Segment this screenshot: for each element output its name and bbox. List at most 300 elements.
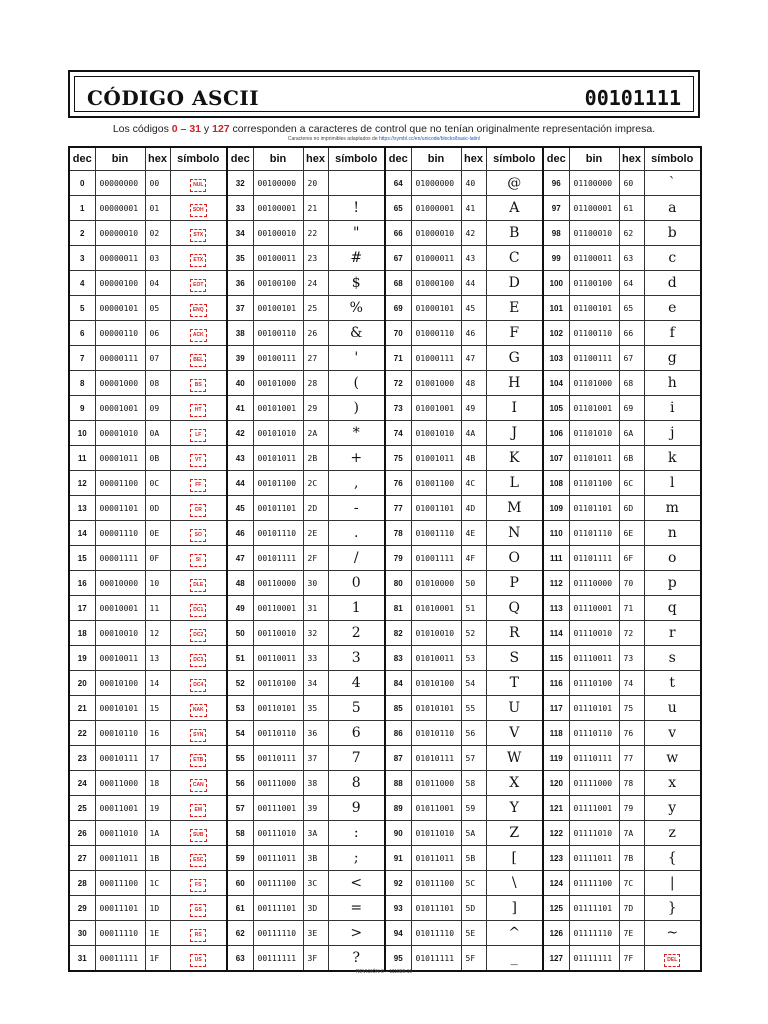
table-row (69, 421, 701, 446)
bin-cell: 01111111 (569, 946, 619, 972)
table-row (69, 821, 701, 846)
dec-cell: 67 (385, 246, 411, 271)
hex-cell: 26 (303, 321, 328, 346)
bin-cell: 00010111 (95, 746, 145, 771)
dec-cell: 2 (69, 221, 95, 246)
symbol-cell (486, 821, 543, 846)
symbol-cell (644, 671, 701, 696)
column-header-hex: hex (461, 147, 486, 171)
dec-cell: 15 (69, 546, 95, 571)
symbol-glyph: z (668, 825, 676, 841)
symbol-cell (328, 321, 385, 346)
symbol-cell (644, 346, 701, 371)
symbol-cell (170, 596, 227, 621)
dec-cell: 11 (69, 446, 95, 471)
hex-cell: 38 (303, 771, 328, 796)
symbol-cell (644, 796, 701, 821)
bin-cell: 00110010 (253, 621, 303, 646)
table-row (69, 246, 701, 271)
symbol-glyph: u (667, 700, 677, 716)
symbol-cell (328, 496, 385, 521)
bin-cell: 01001101 (411, 496, 461, 521)
symbol-glyph: y (668, 800, 677, 816)
bin-cell: 01100110 (569, 321, 619, 346)
symbol-cell (170, 321, 227, 346)
bin-cell: 00011111 (95, 946, 145, 972)
symbol-cell (644, 571, 701, 596)
symbol-glyph: t (669, 675, 676, 691)
symbol-cell (486, 421, 543, 446)
note-range-start: 0 (171, 123, 178, 135)
bin-cell: 00000110 (95, 321, 145, 346)
symbol-glyph: ~ (666, 925, 679, 941)
hex-cell: 72 (619, 621, 644, 646)
dec-cell: 30 (69, 921, 95, 946)
table-row (69, 321, 701, 346)
symbol-glyph: % (349, 300, 363, 316)
symbol-cell (170, 346, 227, 371)
hex-cell: 0A (145, 421, 170, 446)
symbol-glyph: a (668, 200, 677, 216)
symbol-cell (644, 621, 701, 646)
bin-cell: 00100010 (253, 221, 303, 246)
bin-cell: 00100101 (253, 296, 303, 321)
dec-cell: 106 (543, 421, 569, 446)
symbol-glyph: * (352, 425, 360, 441)
hex-cell: 6F (619, 546, 644, 571)
note-range-end: 31 (189, 123, 202, 135)
symbol-glyph: , (354, 475, 359, 491)
column-header-hex: hex (619, 147, 644, 171)
hex-cell: 6B (619, 446, 644, 471)
dec-cell: 22 (69, 721, 95, 746)
dec-cell: 114 (543, 621, 569, 646)
dec-cell: 88 (385, 771, 411, 796)
bin-cell: 01101100 (569, 471, 619, 496)
symbol-glyph: Z (509, 825, 520, 841)
symbol-cell (328, 196, 385, 221)
source-note-text: Caracteres no imprimibles adaptados de (287, 136, 379, 142)
control-char-badge: SYN (190, 729, 206, 742)
symbol-cell (486, 321, 543, 346)
bin-cell: 01101111 (569, 546, 619, 571)
dec-cell: 27 (69, 846, 95, 871)
symbol-glyph: 8 (351, 775, 361, 791)
hex-cell: 41 (461, 196, 486, 221)
bin-cell: 00001100 (95, 471, 145, 496)
hex-cell: 71 (619, 596, 644, 621)
control-char-badge: ESC (190, 854, 206, 867)
dec-cell: 102 (543, 321, 569, 346)
symbol-glyph: @ (507, 175, 522, 191)
symbol-glyph: X (509, 775, 520, 791)
bin-cell: 00001101 (95, 496, 145, 521)
hex-cell: 4E (461, 521, 486, 546)
ascii-table-header (69, 147, 701, 171)
dec-cell: 69 (385, 296, 411, 321)
symbol-cell (486, 496, 543, 521)
control-char-badge: ETB (190, 754, 206, 767)
hex-cell: 78 (619, 771, 644, 796)
hex-cell: 27 (303, 346, 328, 371)
dec-cell: 59 (227, 846, 253, 871)
hex-cell: 2A (303, 421, 328, 446)
hex-cell: 11 (145, 596, 170, 621)
bin-cell: 00000101 (95, 296, 145, 321)
hex-cell: 13 (145, 646, 170, 671)
dec-cell: 79 (385, 546, 411, 571)
bin-cell: 00011011 (95, 846, 145, 871)
hex-cell: 06 (145, 321, 170, 346)
dec-cell: 49 (227, 596, 253, 621)
hex-cell: 3E (303, 921, 328, 946)
hex-cell: 49 (461, 396, 486, 421)
symbol-glyph: 1 (351, 600, 361, 616)
hex-cell: 2E (303, 521, 328, 546)
dec-cell: 109 (543, 496, 569, 521)
bin-cell: 00011110 (95, 921, 145, 946)
hex-cell: 36 (303, 721, 328, 746)
symbol-cell (486, 946, 543, 972)
symbol-glyph: / (353, 550, 359, 566)
symbol-glyph: v (668, 725, 677, 741)
symbol-cell (644, 721, 701, 746)
hex-cell: 12 (145, 621, 170, 646)
symbol-glyph: r (668, 625, 676, 641)
hex-cell: 48 (461, 371, 486, 396)
bin-cell: 00010100 (95, 671, 145, 696)
bin-cell: 00110111 (253, 746, 303, 771)
source-link[interactable]: https://symbl.cc/en/unicode/blocks/basic-latin/ (379, 136, 481, 142)
page-title: CÓDIGO ASCII (87, 86, 260, 110)
symbol-cell (486, 371, 543, 396)
dec-cell: 23 (69, 746, 95, 771)
control-char-badge: DLE (190, 579, 206, 592)
bin-cell: 01001001 (411, 396, 461, 421)
hex-cell: 58 (461, 771, 486, 796)
symbol-cell (328, 796, 385, 821)
dec-cell: 96 (543, 171, 569, 196)
symbol-cell (486, 471, 543, 496)
hex-cell: 3B (303, 846, 328, 871)
dec-cell: 40 (227, 371, 253, 396)
symbol-cell (170, 721, 227, 746)
symbol-cell (644, 821, 701, 846)
dec-cell: 100 (543, 271, 569, 296)
symbol-glyph: ' (354, 350, 359, 366)
control-char-badge: DC1 (190, 604, 206, 617)
source-note (0, 136, 768, 142)
hex-cell: 6A (619, 421, 644, 446)
dec-cell: 83 (385, 646, 411, 671)
bin-cell: 01011011 (411, 846, 461, 871)
symbol-cell (328, 296, 385, 321)
control-char-badge: CR (190, 504, 206, 517)
dec-cell: 80 (385, 571, 411, 596)
dec-cell: 125 (543, 896, 569, 921)
symbol-cell (328, 421, 385, 446)
bin-cell: 01111001 (569, 796, 619, 821)
hex-cell: 0F (145, 546, 170, 571)
control-char-badge: NAK (190, 704, 207, 717)
header-row (69, 147, 701, 171)
symbol-glyph: ? (352, 950, 360, 966)
symbol-glyph: 6 (351, 725, 361, 741)
symbol-cell (328, 621, 385, 646)
bin-cell: 01011111 (411, 946, 461, 972)
bin-cell: 00100100 (253, 271, 303, 296)
symbol-glyph: ! (353, 200, 360, 216)
symbol-cell (486, 171, 543, 196)
symbol-cell (486, 221, 543, 246)
hex-cell: 60 (619, 171, 644, 196)
symbol-cell (328, 396, 385, 421)
bin-cell: 00000000 (95, 171, 145, 196)
dec-cell: 75 (385, 446, 411, 471)
symbol-cell (486, 696, 543, 721)
hex-cell: 20 (303, 171, 328, 196)
hex-cell: 0B (145, 446, 170, 471)
hex-cell: 16 (145, 721, 170, 746)
symbol-cell (644, 596, 701, 621)
hex-cell: 52 (461, 621, 486, 646)
dec-cell: 16 (69, 571, 95, 596)
symbol-cell (328, 271, 385, 296)
hex-cell: 66 (619, 321, 644, 346)
dec-cell: 61 (227, 896, 253, 921)
dec-cell: 72 (385, 371, 411, 396)
dec-cell: 34 (227, 221, 253, 246)
symbol-cell (328, 221, 385, 246)
symbol-cell (486, 921, 543, 946)
symbol-cell (170, 671, 227, 696)
revision-footer: REVISIÓN 6 – 111889.19 (355, 969, 413, 975)
symbol-cell (486, 446, 543, 471)
symbol-cell (644, 421, 701, 446)
bin-cell: 01011110 (411, 921, 461, 946)
bin-cell: 01011101 (411, 896, 461, 921)
bin-cell: 01101110 (569, 521, 619, 546)
bin-cell: 01010000 (411, 571, 461, 596)
symbol-glyph: i (670, 400, 675, 416)
bin-cell: 00101011 (253, 446, 303, 471)
bin-cell: 01001110 (411, 521, 461, 546)
hex-cell: 19 (145, 796, 170, 821)
symbol-cell (644, 871, 701, 896)
dec-cell: 33 (227, 196, 253, 221)
symbol-cell (328, 371, 385, 396)
dec-cell: 93 (385, 896, 411, 921)
symbol-cell (170, 746, 227, 771)
hex-cell: 35 (303, 696, 328, 721)
dec-cell: 70 (385, 321, 411, 346)
hex-cell: 67 (619, 346, 644, 371)
hex-cell: 74 (619, 671, 644, 696)
symbol-glyph: K (509, 450, 520, 466)
bin-cell: 00110011 (253, 646, 303, 671)
hex-cell: 14 (145, 671, 170, 696)
dec-cell: 64 (385, 171, 411, 196)
control-char-badge: RS (190, 929, 206, 942)
column-header-symbol: símbolo (328, 147, 385, 171)
symbol-cell (170, 571, 227, 596)
symbol-cell (328, 546, 385, 571)
control-char-badge: BEL (190, 354, 206, 367)
symbol-cell (486, 596, 543, 621)
symbol-glyph: # (350, 250, 363, 266)
title-box (68, 70, 700, 118)
symbol-glyph: - (353, 500, 359, 516)
symbol-cell (170, 646, 227, 671)
ascii-table (68, 146, 702, 972)
dec-cell: 14 (69, 521, 95, 546)
bin-cell: 01011000 (411, 771, 461, 796)
bin-cell: 00111101 (253, 896, 303, 921)
hex-cell: 4A (461, 421, 486, 446)
hex-cell: 5E (461, 921, 486, 946)
bin-cell: 00101001 (253, 396, 303, 421)
symbol-glyph: 9 (351, 800, 361, 816)
dec-cell: 35 (227, 246, 253, 271)
control-char-badge: NUL (190, 179, 206, 192)
dec-cell: 62 (227, 921, 253, 946)
symbol-cell (644, 246, 701, 271)
symbol-cell (170, 896, 227, 921)
symbol-cell (486, 571, 543, 596)
hex-cell: 00 (145, 171, 170, 196)
symbol-cell (328, 896, 385, 921)
symbol-glyph: } (667, 900, 677, 916)
bin-cell: 00001011 (95, 446, 145, 471)
bin-cell: 00100001 (253, 196, 303, 221)
symbol-glyph: ` (668, 175, 676, 191)
dec-cell: 104 (543, 371, 569, 396)
symbol-glyph: C (508, 250, 520, 266)
hex-cell: 29 (303, 396, 328, 421)
symbol-cell (170, 421, 227, 446)
hex-cell: 01 (145, 196, 170, 221)
symbol-cell (328, 746, 385, 771)
bin-cell: 00110000 (253, 571, 303, 596)
bin-cell: 00101110 (253, 521, 303, 546)
symbol-cell (644, 371, 701, 396)
bin-cell: 01100010 (569, 221, 619, 246)
bin-cell: 00101010 (253, 421, 303, 446)
symbol-glyph: _ (510, 950, 518, 966)
symbol-glyph: l (670, 475, 675, 491)
bin-cell: 00010010 (95, 621, 145, 646)
dec-cell: 50 (227, 621, 253, 646)
control-codes-note (0, 123, 768, 135)
symbol-cell (644, 921, 701, 946)
dec-cell: 115 (543, 646, 569, 671)
symbol-cell (328, 821, 385, 846)
bin-cell: 00111011 (253, 846, 303, 871)
column-header-bin: bin (95, 147, 145, 171)
symbol-cell (170, 521, 227, 546)
table-row (69, 796, 701, 821)
column-header-bin: bin (253, 147, 303, 171)
symbol-cell (644, 771, 701, 796)
control-char-badge: GS (190, 904, 206, 917)
symbol-glyph: \ (511, 875, 517, 891)
dec-cell: 12 (69, 471, 95, 496)
symbol-cell (170, 846, 227, 871)
hex-cell: 7C (619, 871, 644, 896)
symbol-glyph: = (350, 900, 363, 916)
column-header-bin: bin (569, 147, 619, 171)
bin-cell: 00000100 (95, 271, 145, 296)
control-char-badge: EM (190, 804, 206, 817)
symbol-glyph: 5 (351, 700, 361, 716)
dec-cell: 19 (69, 646, 95, 671)
dec-cell: 118 (543, 721, 569, 746)
bin-cell: 01010010 (411, 621, 461, 646)
dec-cell: 6 (69, 321, 95, 346)
hex-cell: 3A (303, 821, 328, 846)
hex-cell: 5B (461, 846, 486, 871)
hex-cell: 18 (145, 771, 170, 796)
bin-cell: 00011001 (95, 796, 145, 821)
symbol-cell (486, 246, 543, 271)
hex-cell: 69 (619, 396, 644, 421)
bin-cell: 00111100 (253, 871, 303, 896)
dec-cell: 126 (543, 921, 569, 946)
bin-cell: 01110111 (569, 746, 619, 771)
symbol-cell (170, 871, 227, 896)
column-header-bin: bin (411, 147, 461, 171)
table-row (69, 471, 701, 496)
bin-cell: 01111110 (569, 921, 619, 946)
bin-cell: 01010011 (411, 646, 461, 671)
symbol-cell (328, 596, 385, 621)
symbol-cell (170, 696, 227, 721)
table-row (69, 921, 701, 946)
hex-cell: 64 (619, 271, 644, 296)
bin-cell: 01100101 (569, 296, 619, 321)
symbol-glyph: U (508, 700, 521, 716)
hex-cell: 63 (619, 246, 644, 271)
symbol-glyph: I (511, 400, 518, 416)
symbol-glyph: e (668, 300, 677, 316)
hex-cell: 7A (619, 821, 644, 846)
symbol-cell (486, 871, 543, 896)
symbol-cell (644, 171, 701, 196)
symbol-glyph: 4 (351, 675, 361, 691)
dec-cell: 74 (385, 421, 411, 446)
control-char-badge: ETX (190, 254, 206, 267)
dec-cell: 20 (69, 671, 95, 696)
hex-cell: 59 (461, 796, 486, 821)
hex-cell: 04 (145, 271, 170, 296)
dec-cell: 45 (227, 496, 253, 521)
symbol-cell (328, 721, 385, 746)
bin-cell: 01011001 (411, 796, 461, 821)
dec-cell: 113 (543, 596, 569, 621)
dec-cell: 78 (385, 521, 411, 546)
table-row (69, 221, 701, 246)
symbol-glyph: 0 (351, 575, 361, 591)
note-after: corresponden a caracteres de control que no tenían originalmente representación impresa. (229, 123, 656, 135)
dec-cell: 66 (385, 221, 411, 246)
bin-cell: 01000010 (411, 221, 461, 246)
symbol-glyph: g (667, 350, 677, 366)
column-header-dec: dec (227, 147, 253, 171)
dec-cell: 124 (543, 871, 569, 896)
table-row (69, 171, 701, 196)
dec-cell: 58 (227, 821, 253, 846)
control-char-badge: ACK (190, 329, 207, 342)
